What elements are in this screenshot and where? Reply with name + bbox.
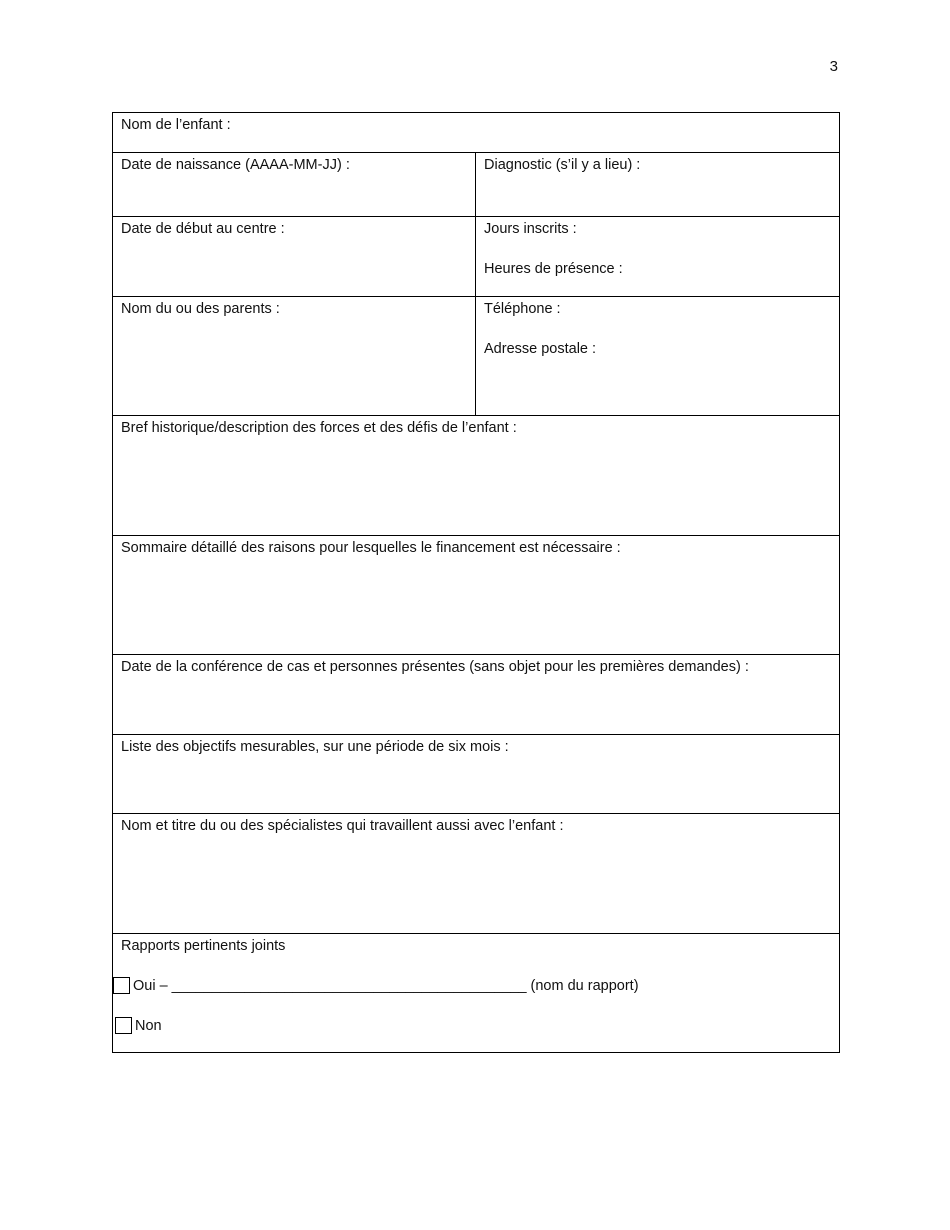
history-label: Bref historique/description des forces et des défis de l’enfant : — [121, 420, 517, 436]
postal-address-label: Adresse postale : — [484, 341, 597, 357]
yes-option-text: Oui – ____________________________________________ (nom du rapport) — [133, 978, 639, 994]
history-cell[interactable] — [113, 416, 840, 536]
row-case-conference — [113, 655, 840, 735]
reports-label: Rapports pertinents joints — [121, 938, 286, 954]
contact-cell[interactable] — [476, 297, 840, 416]
row-reports — [113, 934, 840, 1053]
specialists-cell[interactable] — [113, 814, 840, 934]
start-date-cell[interactable] — [113, 217, 476, 297]
row-objectives — [113, 735, 840, 814]
diagnosis-cell[interactable] — [476, 153, 840, 217]
objectives-label: Liste des objectifs mesurables, sur une période de six mois : — [121, 739, 509, 755]
row-start-days — [113, 217, 840, 297]
case-conference-label: Date de la conférence de cas et personnes présentes (sans objet pour les premières demandes) : — [121, 659, 749, 675]
application-form-table — [112, 112, 840, 1053]
row-specialists — [113, 814, 840, 934]
birth-date-cell[interactable] — [113, 153, 476, 217]
yes-checkbox[interactable] — [113, 977, 130, 994]
reports-cell — [113, 934, 840, 1053]
attendance-hours-label: Heures de présence : — [484, 261, 623, 277]
row-parents-contact — [113, 297, 840, 416]
row-funding-summary — [113, 536, 840, 655]
case-conference-cell[interactable] — [113, 655, 840, 735]
start-date-label: Date de début au centre : — [121, 221, 285, 237]
row-birth-diagnosis — [113, 153, 840, 217]
phone-label: Téléphone : — [484, 301, 561, 317]
days-enrolled-label: Jours inscrits : — [484, 221, 577, 237]
specialists-label: Nom et titre du ou des spécialistes qui travaillent aussi avec l’enfant : — [121, 818, 564, 834]
no-option-text: Non — [135, 1018, 162, 1034]
diagnosis-label: Diagnostic (s’il y a lieu) : — [484, 157, 641, 173]
yes-option — [121, 977, 831, 997]
birth-date-label: Date de naissance (AAAA-MM-JJ) : — [121, 157, 350, 173]
child-name-label: Nom de l’enfant : — [121, 117, 231, 133]
row-history — [113, 416, 840, 536]
parents-name-cell[interactable] — [113, 297, 476, 416]
parents-name-label: Nom du ou des parents : — [121, 301, 280, 317]
child-name-cell[interactable] — [113, 113, 840, 153]
days-hours-cell[interactable] — [476, 217, 840, 297]
objectives-cell[interactable] — [113, 735, 840, 814]
funding-summary-cell[interactable] — [113, 536, 840, 655]
no-option — [121, 1017, 831, 1037]
page-number: 3 — [829, 58, 838, 75]
funding-summary-label: Sommaire détaillé des raisons pour lesquelles le financement est nécessaire : — [121, 540, 621, 556]
no-checkbox[interactable] — [115, 1017, 132, 1034]
row-child-name — [113, 113, 840, 153]
